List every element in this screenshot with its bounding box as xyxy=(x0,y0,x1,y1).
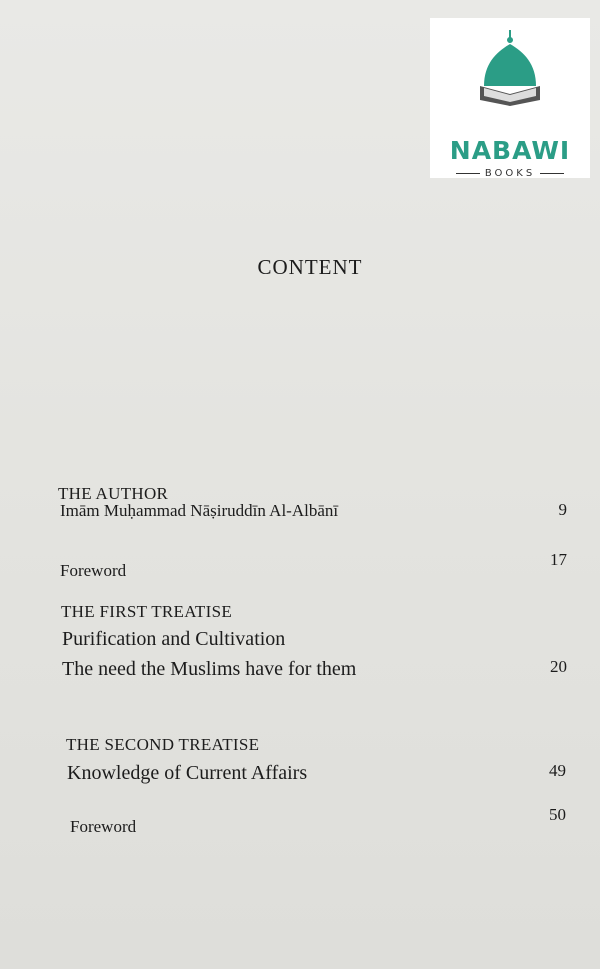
page-number: 9 xyxy=(558,500,567,519)
toc-entry-author: Imām Muḥammad Nāṣiruddīn Al-Albānī xyxy=(60,501,339,520)
logo-name: NABAWI xyxy=(449,136,571,165)
toc-title: CONTENT xyxy=(257,255,363,279)
logo-subtitle: BOOKS xyxy=(430,168,590,179)
section-heading-author: THE AUTHOR xyxy=(58,484,169,503)
page-number: 17 xyxy=(550,550,567,569)
treatise-title: Purification and Cultivation xyxy=(62,628,286,650)
page-number: 50 xyxy=(549,805,566,824)
page-number: 49 xyxy=(549,761,566,780)
section-heading-second-treatise: THE SECOND TREATISE xyxy=(66,735,260,754)
toc-entry-foreword: Foreword xyxy=(60,561,127,580)
toc-entry-second-treatise: Knowledge of Current Affairs xyxy=(67,762,308,784)
nabawi-books-logo xyxy=(430,18,590,178)
section-heading-first-treatise: THE FIRST TREATISE xyxy=(61,602,233,621)
dome-book-icon xyxy=(470,28,550,108)
toc-entry-foreword: Foreword xyxy=(70,817,137,836)
toc-entry-first-treatise: The need the Muslims have for them xyxy=(62,658,357,680)
page-number: 20 xyxy=(550,657,567,676)
